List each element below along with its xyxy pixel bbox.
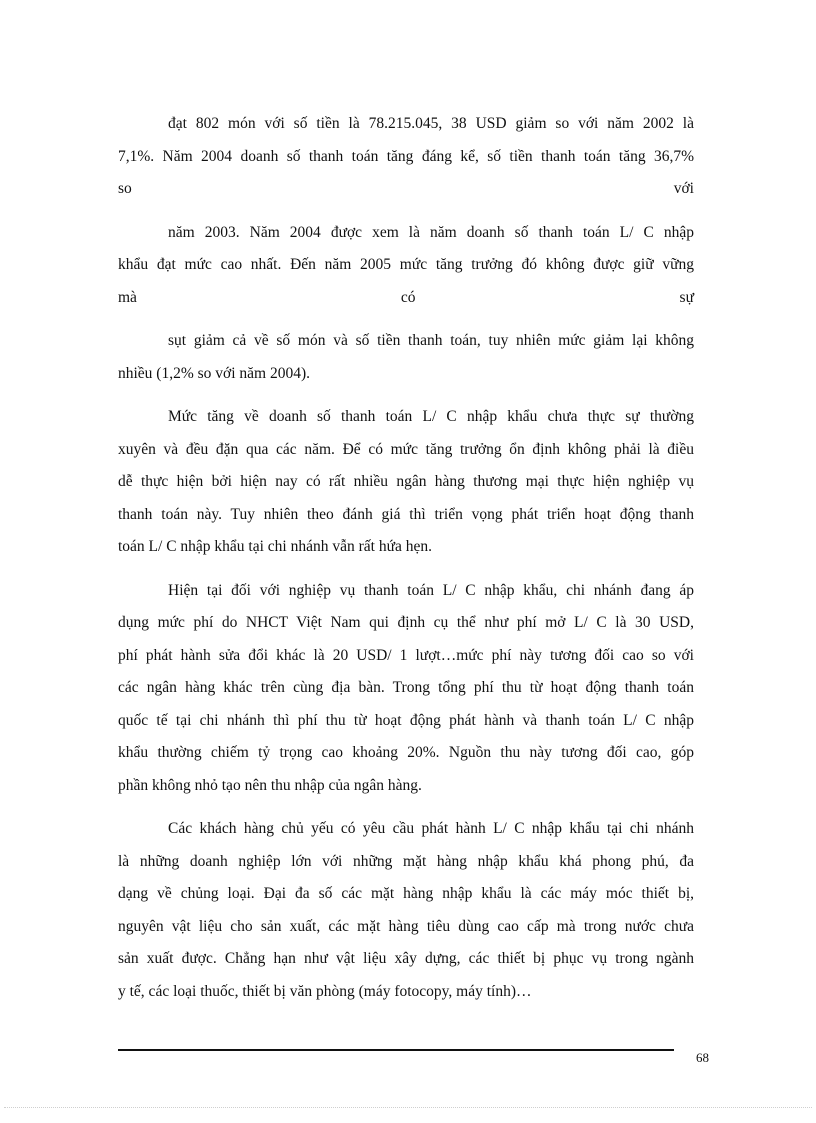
text-line: 7,1%. Năm 2004 doanh số thanh toán tăng đáng kể, số tiền thanh toán tăng 36,7% <box>118 147 694 165</box>
text-line: nguyên vật liệu cho sản xuất, các mặt hàng tiêu dùng cao cấp mà trong nước chưa <box>118 917 694 935</box>
text-line: dễ thực hiện bởi hiện nay có rất nhiều ngân hàng thương mại thực hiện nghiệp vụ <box>118 473 694 490</box>
text-line: đạt 802 món với số tiền là 78.215.045, 38 USD giảm so với năm 2002 là <box>168 115 694 132</box>
text-line: Các khách hàng chủ yếu có yêu cầu phát hành L/ C nhập khẩu tại chi nhánh <box>168 820 694 837</box>
paragraph-1 <box>118 401 694 564</box>
text-line: toán L/ C nhập khẩu tại chi nhánh vẫn rất hứa hẹn. <box>118 538 433 555</box>
footer-rule <box>118 1049 674 1051</box>
text-line: các ngân hàng khác trên cùng địa bàn. Trong tổng phí thu từ hoạt động thanh toán <box>118 679 694 696</box>
paragraph-block1 <box>118 108 694 206</box>
paragraph-block2 <box>118 217 694 315</box>
page-bottom-border <box>4 1107 812 1108</box>
paragraph-block3 <box>118 325 694 390</box>
text-line: khẩu thường chiếm tỷ trọng cao khoảng 20%. Nguồn thu này tương đối cao, góp <box>118 744 694 761</box>
word: so <box>118 180 132 197</box>
text-line: Mức tăng về doanh số thanh toán L/ C nhập khẩu chưa thực sự thường <box>168 408 694 425</box>
word: sự <box>679 288 694 306</box>
text-line: là những doanh nghiệp lớn với những mặt hàng nhập khẩu khá phong phú, đa <box>118 852 694 870</box>
paragraph-2 <box>118 575 694 803</box>
text-line: phí phát hành sửa đổi khác là 20 USD/ 1 lượt…mức phí này tương đối cao so với <box>118 646 694 664</box>
text-line-spread <box>118 282 694 315</box>
text-line-spread <box>118 173 694 206</box>
text-line: Hiện tại đối với nghiệp vụ thanh toán L/ C nhập khẩu, chi nhánh đang áp <box>168 581 694 599</box>
text-line: khẩu đạt mức cao nhất. Đến năm 2005 mức tăng trưởng đó không được giữ vững <box>118 256 694 273</box>
text-line: dạng về chủng loại. Đại đa số các mặt hàng nhập khẩu là các máy móc thiết bị, <box>118 885 694 902</box>
body-text <box>118 108 694 1008</box>
word: có <box>400 288 416 306</box>
text-line: năm 2003. Năm 2004 được xem là năm doanh số thanh toán L/ C nhập <box>168 223 694 241</box>
word: với <box>673 180 694 197</box>
word: mà <box>118 288 137 306</box>
text-line: dụng mức phí do NHCT Việt Nam qui định cụ thể như phí mở L/ C là 30 USD, <box>118 614 694 631</box>
text-line: nhiều (1,2% so với năm 2004). <box>118 364 311 382</box>
text-line: thanh toán này. Tuy nhiên theo đánh giá thì triển vọng phát triển hoạt động thanh <box>118 505 694 523</box>
text-line: xuyên và đều đặn qua các năm. Để có mức tăng trưởng ổn định không phải là điều <box>118 440 694 458</box>
text-line: phần không nhỏ tạo nên thu nhập của ngân hàng. <box>118 776 422 794</box>
text-line: y tế, các loại thuốc, thiết bị văn phòng (máy fotocopy, máy tính)… <box>118 982 532 1000</box>
paragraph-3 <box>118 813 694 1008</box>
page-number: 68 <box>696 1050 709 1065</box>
text-line: quốc tế tại chi nhánh thì phí thu từ hoạt động phát hành và thanh toán L/ C nhập <box>118 711 694 729</box>
text-line: sản xuất được. Chẳng hạn như vật liệu xây dựng, các thiết bị phục vụ trong ngành <box>118 950 694 967</box>
text-line: sụt giảm cả về số món và số tiền thanh toán, tuy nhiên mức giảm lại không <box>168 332 694 349</box>
